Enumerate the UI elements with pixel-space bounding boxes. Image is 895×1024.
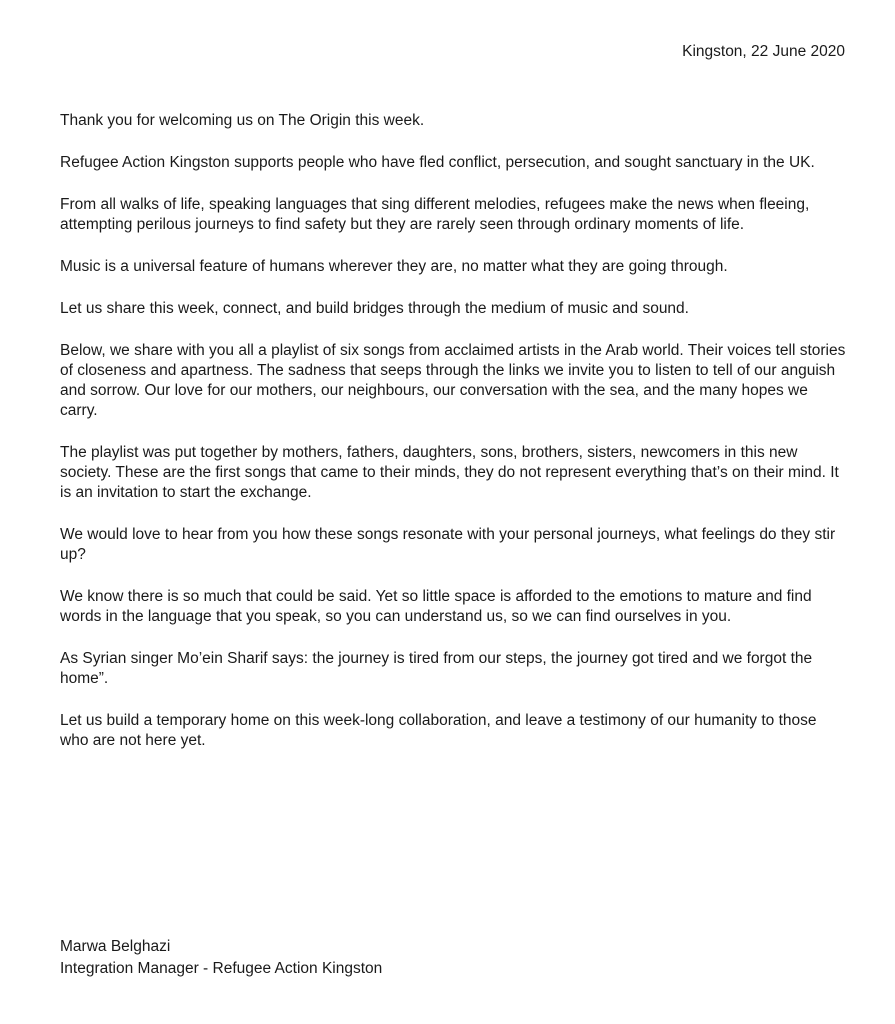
signature-name: Marwa Belghazi	[60, 938, 171, 955]
paragraph-share-week: Let us share this week, connect, and build bridges through the medium of music and sound.	[60, 300, 689, 317]
date-line: Kingston, 22 June 2020	[682, 43, 845, 60]
signature-block	[60, 936, 760, 980]
letter-body	[60, 111, 846, 773]
paragraph-playlist: Below, we share with you all a playlist of six songs from acclaimed artists in the Arab world. Their voices tell stories of closeness and apartness. The sadness that seeps through the links we invite you to listen to tell of our anguish and sorrow. Our love for our mothers, our neighbours, our conversation with the sea, and the many hopes we carry.	[60, 342, 846, 419]
paragraph-organisation: Refugee Action Kingston supports people who have fled conflict, persecution, and sought sanctuary in the UK.	[60, 154, 815, 171]
paragraph-music-universal: Music is a universal feature of humans wherever they are, no matter what they are going through.	[60, 258, 728, 275]
paragraph-temporary-home: Let us build a temporary home on this week-long collaboration, and leave a testimony of our humanity to those who are not here yet.	[60, 712, 817, 749]
paragraph-playlist-origin: The playlist was put together by mothers, fathers, daughters, sons, brothers, sisters, newcomers in this new society. These are the first songs that came to their minds, they do not represent everything that’s on their mind. It is an invitation to start the exchange.	[60, 444, 839, 501]
paragraph-walks-of-life: From all walks of life, speaking languages that sing different melodies, refugees make the news when fleeing, attempting perilous journeys to find safety but they are rarely seen through ordinary moments of life.	[60, 196, 810, 233]
paragraph-thanks: Thank you for welcoming us on The Origin this week.	[60, 112, 425, 129]
signature-title: Integration Manager - Refugee Action Kingston	[60, 960, 383, 977]
paragraph-quote: As Syrian singer Mo’ein Sharif says: the journey is tired from our steps, the journey got tired and we forgot the home”.	[60, 650, 813, 687]
paragraph-so-much: We know there is so much that could be said. Yet so little space is afforded to the emotions to mature and find words in the language that you speak, so you can understand us, so we can find ourselves in you.	[60, 588, 812, 625]
paragraph-hear-from-you: We would love to hear from you how these songs resonate with your personal journeys, what feelings do they stir up?	[60, 526, 836, 563]
